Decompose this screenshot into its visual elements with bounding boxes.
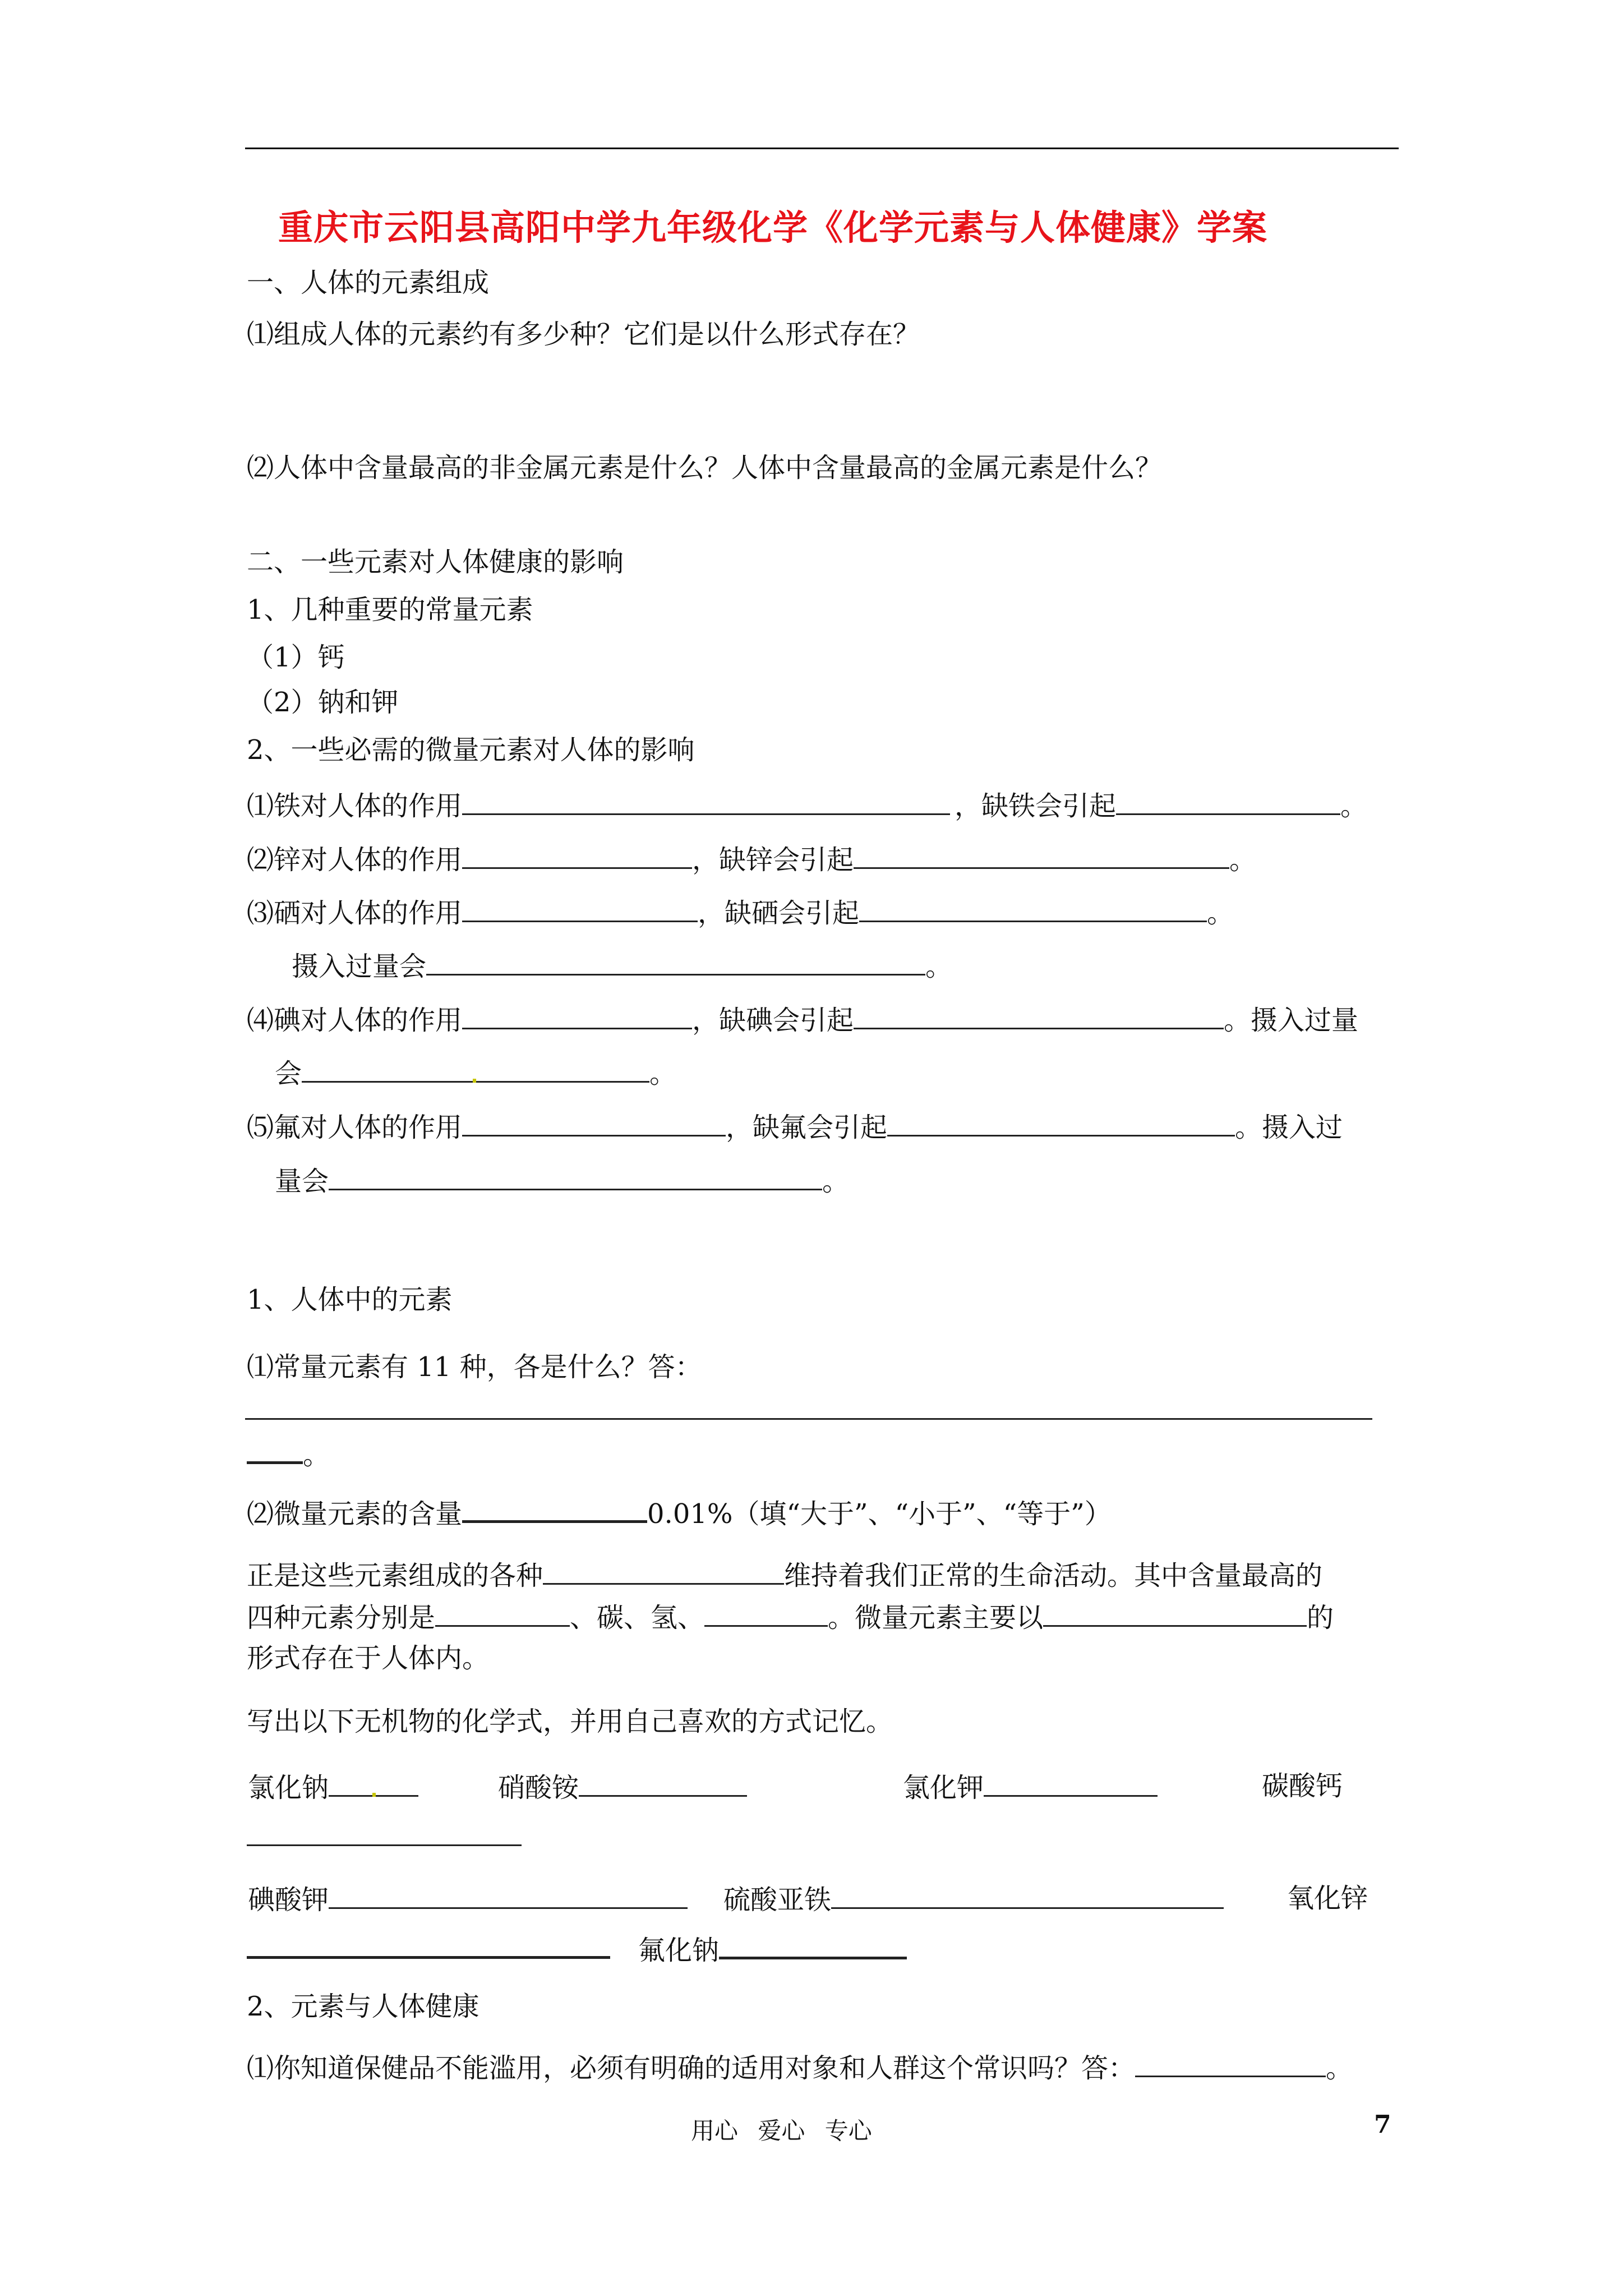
iron-line: ⑴铁对人体的作用 ，缺铁会引起 。 <box>247 790 1368 822</box>
formula-naf: 氟化钠 <box>638 1934 907 1964</box>
feso4-blank[interactable] <box>831 1885 1224 1909</box>
zinc-line: ⑵锌对人体的作用 ，缺锌会引起 。 <box>247 844 1257 876</box>
iodine-role-blank[interactable] <box>462 1005 692 1029</box>
zinc-deficiency-blank[interactable] <box>854 845 1229 869</box>
item-calcium: （1）钙 <box>247 642 345 673</box>
selenium-deficiency-blank[interactable] <box>859 898 1207 922</box>
iodine-excess-line: 会 。 <box>275 1058 677 1089</box>
question-highest-content: ⑵人体中含量最高的非金属元素是什么？人体中含量最高的金属元素是什么？ <box>247 452 1163 484</box>
subheading-trace-elements: 2、一些必需的微量元素对人体的影响 <box>247 734 695 766</box>
fluorine-role-blank[interactable] <box>462 1112 726 1137</box>
kio3-blank[interactable] <box>329 1885 688 1909</box>
zno-blank[interactable] <box>247 1956 610 1959</box>
element-blank-2[interactable] <box>704 1603 828 1627</box>
supplements-answer-blank[interactable] <box>1135 2053 1326 2077</box>
page-title: 重庆市云阳县高阳中学九年级化学《化学元素与人体健康》学案 <box>278 207 1268 248</box>
question-element-count: ⑴组成人体的元素约有多少种？它们是以什么形式存在？ <box>247 319 920 350</box>
caco3-blank[interactable] <box>247 1844 522 1846</box>
answer-blank-macro[interactable] <box>247 1439 303 1464</box>
iron-deficiency-blank[interactable] <box>1116 791 1340 815</box>
nacl-blank[interactable] <box>329 1773 418 1797</box>
selenium-excess-line: 摄入过量会 。 <box>292 951 953 982</box>
kcl-blank[interactable] <box>984 1773 1158 1797</box>
iron-role-blank[interactable] <box>462 791 950 815</box>
formula-nh4no3: 硝酸铵 <box>498 1773 747 1801</box>
section-heading-health: 2、元素与人体健康 <box>247 1991 479 2022</box>
trace-form-blank[interactable] <box>1043 1603 1307 1627</box>
nh4no3-blank[interactable] <box>579 1773 747 1797</box>
section-heading-composition: 一、人体的元素组成 <box>247 267 490 298</box>
fluorine-excess-blank[interactable] <box>329 1166 822 1190</box>
formula-kcl: 氯化钾 <box>903 1773 1158 1801</box>
paragraph-line-2: 四种元素分别是 、碳、氢、 。微量元素主要以 的 <box>247 1602 1334 1634</box>
mark-dot <box>372 1793 376 1797</box>
paragraph-line-3: 形式存在于人体内。 <box>247 1642 490 1674</box>
header-rule <box>245 148 1399 149</box>
question-supplements: ⑴你知道保健品不能滥用，必须有明确的适用对象和人群这个常识吗？答： 。 <box>247 2053 1353 2084</box>
section-heading-effects: 二、一些元素对人体健康的影响 <box>247 546 624 578</box>
selenium-line: ⑶硒对人体的作用 ，缺硒会引起 。 <box>247 898 1234 929</box>
page-number: 7 <box>1374 2110 1391 2139</box>
mark-dot <box>473 1079 476 1083</box>
iodine-deficiency-blank[interactable] <box>854 1005 1224 1029</box>
formula-zno: 氧化锌 <box>1287 1883 1368 1914</box>
selenium-role-blank[interactable] <box>462 898 698 922</box>
element-blank-1[interactable] <box>435 1603 570 1627</box>
instruction-formulas: 写出以下无机物的化学式，并用自己喜欢的方式记忆。 <box>247 1706 893 1737</box>
formula-nacl: 氯化钠 <box>248 1773 418 1801</box>
item-sodium-potassium: （2）钠和钾 <box>247 687 399 718</box>
question-macro-count: ⑴常量元素有 11 种，各是什么？答： <box>247 1351 702 1383</box>
answer-line-macro-end: 。 <box>247 1439 330 1469</box>
paragraph-line-1: 正是这些元素组成的各种 维持着我们正常的生命活动。其中含量最高的 <box>247 1560 1323 1591</box>
footer-motto: 用心 爱心 专心 <box>691 2117 872 2145</box>
subheading-macro-elements: 1、几种重要的常量元素 <box>247 594 533 625</box>
selenium-excess-blank[interactable] <box>426 951 925 976</box>
answer-line-macro[interactable] <box>245 1418 1372 1420</box>
zinc-role-blank[interactable] <box>462 845 692 869</box>
fluorine-excess-line: 量会 。 <box>275 1166 850 1197</box>
compounds-blank[interactable] <box>543 1561 784 1585</box>
formula-kio3: 碘酸钾 <box>248 1885 688 1913</box>
iodine-line: ⑷碘对人体的作用 ，缺碘会引起 。摄入过量 <box>247 1005 1359 1036</box>
question-trace-content: ⑵微量元素的含量 0.01%（填“大于”、“小于”、“等于”） <box>247 1498 1112 1530</box>
trace-content-blank[interactable] <box>462 1498 647 1523</box>
formula-caco3: 碳酸钙 <box>1262 1770 1343 1802</box>
formula-feso4: 硫酸亚铁 <box>723 1885 1224 1913</box>
fluorine-deficiency-blank[interactable] <box>887 1112 1235 1137</box>
fluorine-line: ⑸氟对人体的作用 ，缺氟会引起 。摄入过 <box>247 1112 1343 1143</box>
naf-blank[interactable] <box>719 1934 907 1959</box>
section-heading-elements: 1、人体中的元素 <box>247 1284 453 1315</box>
iodine-excess-blank[interactable] <box>302 1059 649 1083</box>
